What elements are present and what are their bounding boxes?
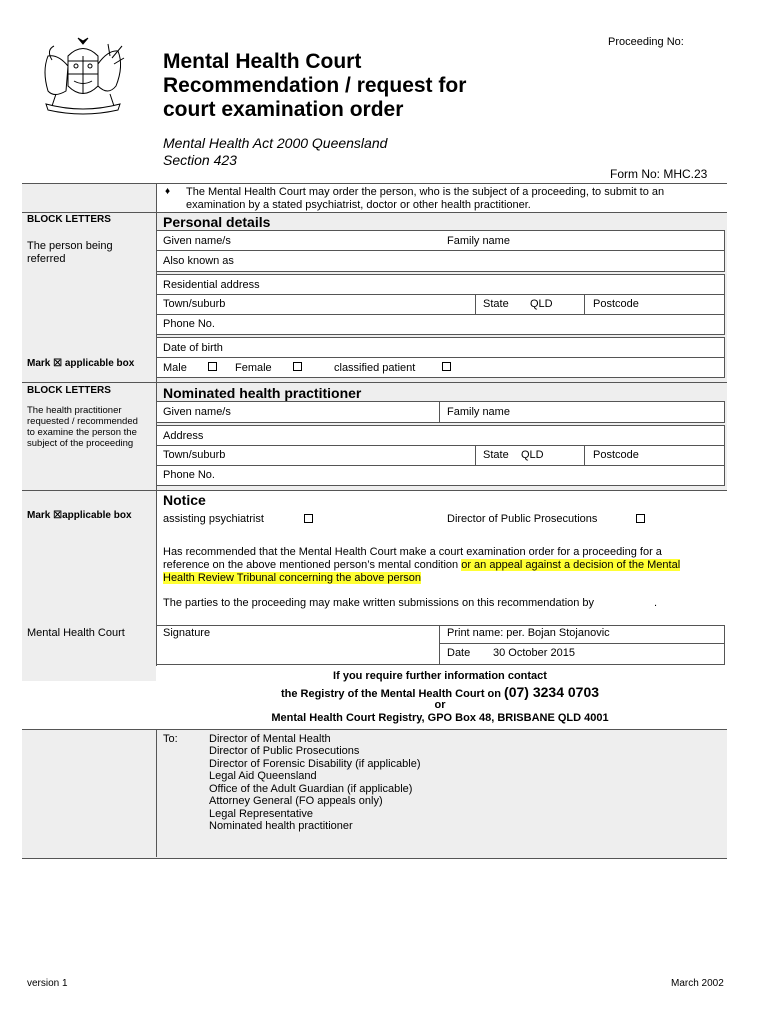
footer-date: March 2002 (671, 978, 724, 989)
bullet-icon: ♦ (165, 186, 171, 197)
form-title-line3: court examination order (163, 98, 404, 121)
section-number: Section 423 (163, 152, 237, 168)
personal-address-vdivider1 (475, 294, 476, 314)
practitioner-heading: Nominated health practitioner (163, 385, 362, 401)
practitioner-family-name-label: Family name (447, 406, 510, 418)
notice-para2: The parties to the proceeding may make written submissions on this recommendation by (163, 597, 595, 609)
dpp-checkbox[interactable] (636, 514, 645, 523)
personal-name-divider (156, 250, 725, 251)
contact-line3: or (434, 699, 446, 711)
practitioner-phone-label: Phone No. (163, 469, 215, 481)
practitioner-side-desc-line3: to examine the person the (27, 427, 137, 438)
intro-line1: The Mental Health Court may order the person, who is the subject of a proceeding, to submit to an (186, 186, 665, 198)
proceeding-no-label: Proceeding No: (608, 36, 684, 48)
dpp-label: Director of Public Prosecutions (447, 513, 598, 525)
distribution-item: Nominated health practitioner (209, 820, 353, 832)
signature-side-label: Mental Health Court (27, 627, 125, 639)
distribution-item: Director of Public Prosecutions (209, 745, 360, 757)
personal-name-box[interactable] (156, 230, 725, 272)
notice-para1-line2a: reference on the above mentioned person’s mental condition (163, 559, 462, 571)
act-name: Mental Health Act 2000 Queensland (163, 135, 388, 151)
personal-residential-address-label: Residential address (163, 279, 260, 291)
date-label: Date (447, 647, 471, 659)
personal-dob-label: Date of birth (163, 342, 223, 354)
notice-para1-line2 (163, 559, 680, 571)
notice-para1-line1: Has recommended that the Mental Health Court make a court examination order for a proceeding for a (163, 546, 662, 558)
practitioner-state-label: State (483, 449, 509, 461)
practitioner-address-vdivider2 (584, 445, 585, 465)
personal-male-label: Male (163, 362, 187, 374)
assisting-psychiatrist-label: assisting psychiatrist (163, 513, 264, 525)
assisting-psychiatrist-checkbox[interactable] (304, 514, 313, 523)
practitioner-postcode-label: Postcode (593, 449, 639, 461)
divider-practitioner (22, 382, 727, 383)
personal-phone-label: Phone No. (163, 318, 215, 330)
practitioner-town-label: Town/suburb (163, 449, 226, 461)
contact-line4: Mental Health Court Registry, GPO Box 48, BRISBANE QLD 4001 (271, 712, 609, 724)
personal-address-vdivider2 (584, 294, 585, 314)
registry-phone: (07) 3234 0703 (504, 684, 600, 700)
distribution-item: Director of Forensic Disability (if applicable) (209, 758, 421, 770)
notice-mark-label: Mark ☒applicable box (27, 510, 132, 521)
personal-postcode-label: Postcode (593, 298, 639, 310)
notice-para1-line3: Health Review Tribunal concerning the above person (163, 572, 422, 584)
classified-patient-checkbox[interactable] (442, 362, 451, 371)
personal-family-name-label: Family name (447, 235, 510, 247)
personal-address-divider2 (156, 314, 725, 315)
practitioner-name-box[interactable] (156, 401, 725, 423)
personal-dob-divider (156, 357, 725, 358)
personal-heading: Personal details (163, 214, 271, 230)
distribution-item: Director of Mental Health (209, 733, 331, 745)
practitioner-side-desc-line1: The health practitioner (27, 405, 122, 416)
personal-side-desc-line1: The person being (27, 240, 113, 252)
personal-state-label: State (483, 298, 509, 310)
form-title-line1: Mental Health Court (163, 50, 362, 73)
contact-line2a: the Registry of the Mental Health Court on (280, 688, 505, 700)
signature-vdivider (439, 625, 440, 665)
practitioner-side-desc-line4: subject of the proceeding (27, 438, 134, 449)
distribution-item: Legal Aid Queensland (209, 770, 317, 782)
distribution-item: Office of the Adult Guardian (if applicable) (209, 783, 413, 795)
distribution-item: Attorney General (FO appeals only) (209, 795, 383, 807)
female-checkbox[interactable] (293, 362, 302, 371)
practitioner-address-divider2 (156, 465, 725, 466)
intro-line2: examination by a stated psychiatrist, doctor or other health practitioner. (186, 199, 531, 211)
practitioner-given-names-label: Given name/s (163, 406, 231, 418)
male-checkbox[interactable] (208, 362, 217, 371)
personal-side-desc-line2: referred (27, 253, 66, 265)
personal-female-label: Female (235, 362, 272, 374)
practitioner-address-label: Address (163, 430, 204, 442)
practitioner-side-desc-line2: requested / recommended (27, 416, 138, 427)
personal-side-label: BLOCK LETTERS (27, 214, 111, 225)
contact-line1: If you require further information contact (333, 670, 547, 682)
distribution-vdivider (156, 729, 157, 857)
form-number: Form No: MHC.23 (610, 167, 708, 181)
footer-version: version 1 (27, 978, 68, 989)
practitioner-side-label: BLOCK LETTERS (27, 385, 111, 396)
distribution-item: Legal Representative (209, 808, 313, 820)
practitioner-state-value: QLD (521, 449, 544, 461)
coat-of-arms-logo (38, 36, 128, 118)
signature-hdivider (439, 643, 725, 644)
notice-para2-end: . (654, 597, 658, 609)
practitioner-address-box[interactable] (156, 425, 725, 486)
signature-box[interactable] (156, 625, 725, 665)
practitioner-address-divider1 (156, 445, 725, 446)
notice-highlight-appeal: or an appeal against a decision of the Mental (461, 559, 681, 571)
personal-address-divider1 (156, 294, 725, 295)
personal-town-label: Town/suburb (163, 298, 226, 310)
print-name-label: Print name: per. Bojan Stojanovic (447, 627, 610, 639)
personal-classified-label: classified patient (334, 362, 416, 374)
divider-personal (22, 212, 727, 213)
practitioner-address-vdivider1 (475, 445, 476, 465)
notice-heading: Notice (163, 492, 206, 508)
form-title-line2: Recommendation / request for (163, 74, 467, 97)
personal-mark-label: Mark ☒ applicable box (27, 358, 135, 369)
signature-label: Signature (163, 627, 211, 639)
distribution-to-label: To: (163, 733, 178, 745)
personal-given-names-label: Given name/s (163, 235, 231, 247)
personal-state-value: QLD (530, 298, 553, 310)
contact-line2 (0, 684, 770, 700)
practitioner-name-vdivider (439, 401, 440, 423)
personal-also-known-as-label: Also known as (163, 255, 234, 267)
date-value: 30 October 2015 (493, 647, 575, 659)
